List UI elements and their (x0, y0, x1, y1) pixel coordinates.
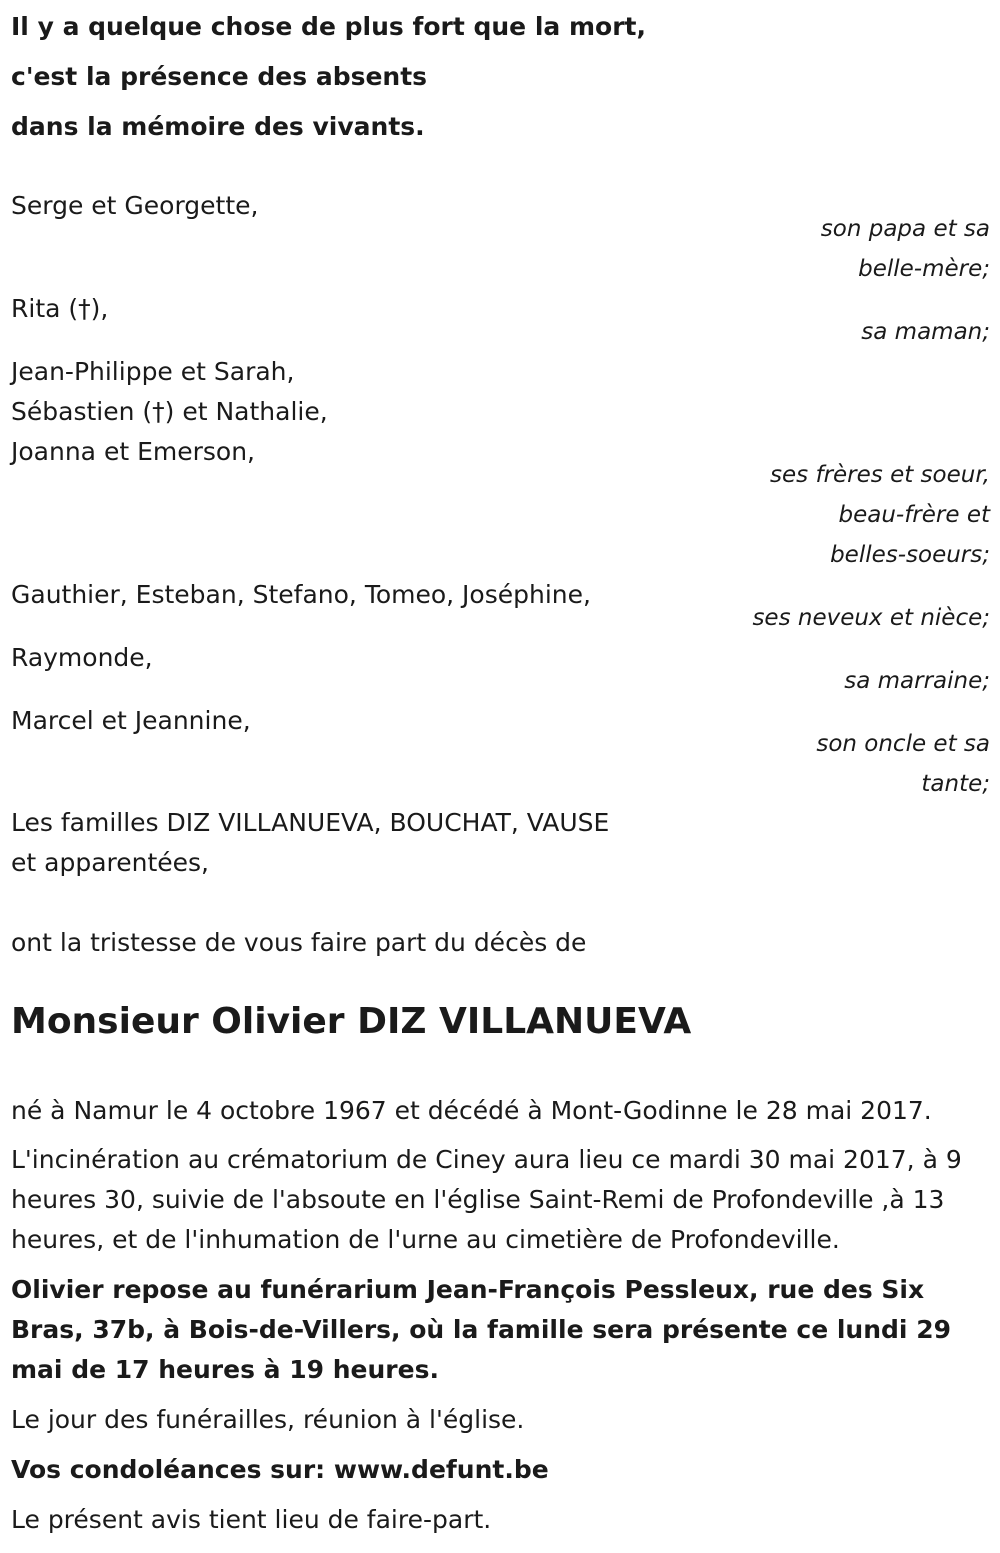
families-line-1: Les familles DIZ VILLANUEVA, BOUCHAT, VAUSE (11, 808, 610, 837)
family-member-siblings-3: Joanna et Emerson, (11, 437, 255, 466)
relation-rita: sa maman; (861, 319, 990, 345)
relation-siblings-3: belles-soeurs; (830, 542, 990, 568)
quote-line-2: c'est la présence des absents (11, 62, 428, 91)
family-member-siblings-2: Sébastien (†) et Nathalie, (11, 397, 328, 426)
relation-nephews: ses neveux et nièce; (752, 605, 990, 631)
announcement-text: ont la tristesse de vous faire part du décès de (11, 928, 587, 957)
relation-marcel-1: son oncle et sa (816, 731, 990, 757)
condolences-text: Vos condoléances sur: www.defunt.be (11, 1455, 549, 1484)
funerarium-text: Olivier repose au funérarium Jean-François Pessleux, rue des Six Bras, 37b, à Bois-de-Villers, où la famille sera présente ce lundi 29 mai de 17 heures à 19 heures. (11, 1275, 951, 1384)
family-member-raymonde: Raymonde, (11, 643, 153, 672)
relation-marcel-2: tante; (921, 771, 990, 797)
deceased-name: Monsieur Olivier DIZ VILLANUEVA (11, 1001, 692, 1042)
notice-text: Le présent avis tient lieu de faire-part. (11, 1505, 492, 1534)
quote-line-1: Il y a quelque chose de plus fort que la mort, (11, 12, 646, 41)
family-member-nephews: Gauthier, Esteban, Stefano, Tomeo, Joséphine, (11, 580, 591, 609)
relation-serge-2: belle-mère; (858, 256, 990, 282)
cremation-text: L'incinération au crématorium de Ciney aura lieu ce mardi 30 mai 2017, à 9 heures 30, suivie de l'absoute en l'église Saint-Remi de Profondeville ,à 13 heures, et de l'inhumation de l'urne au cimetière de Profondeville. (11, 1145, 962, 1254)
birth-death-text: né à Namur le 4 octobre 1967 et décédé à Mont-Godinne le 28 mai 2017. (11, 1096, 932, 1125)
relation-siblings-2: beau-frère et (838, 502, 990, 528)
quote-line-3: dans la mémoire des vivants. (11, 112, 425, 141)
families-line-2: et apparentées, (11, 848, 209, 877)
relation-siblings-1: ses frères et soeur, (770, 462, 990, 488)
family-member-rita: Rita (†), (11, 294, 109, 323)
meeting-text: Le jour des funérailles, réunion à l'église. (11, 1405, 525, 1434)
relation-serge-1: son papa et sa (820, 216, 990, 242)
family-member-marcel: Marcel et Jeannine, (11, 706, 251, 735)
relation-raymonde: sa marraine; (844, 668, 990, 694)
family-member-serge: Serge et Georgette, (11, 191, 259, 220)
family-member-siblings-1: Jean-Philippe et Sarah, (11, 357, 295, 386)
